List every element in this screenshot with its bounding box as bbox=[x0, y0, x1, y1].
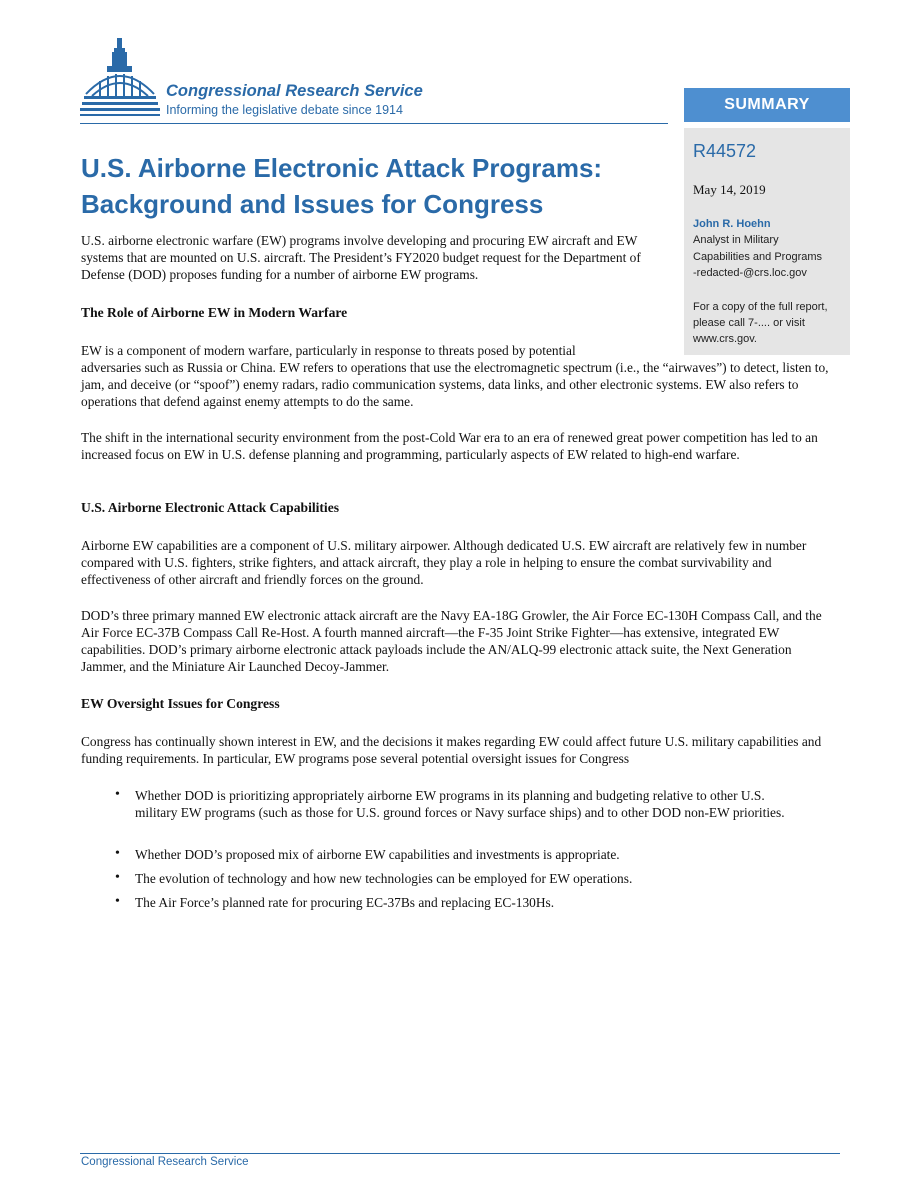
author-title-line-2: Capabilities and Programs bbox=[693, 251, 823, 263]
author-title-line-1: Analyst in Military bbox=[693, 234, 779, 246]
header-divider bbox=[80, 123, 668, 124]
page-title-line-2: Background and Issues for Congress bbox=[81, 189, 544, 219]
paragraph-role-line-1: EW is a component of modern warfare, particularly in response to threats posed by potential bbox=[81, 343, 576, 358]
bullet-icon: • bbox=[115, 787, 120, 802]
paragraph-oversight: Congress has continually shown interest in EW, and the decisions it makes regarding EW could affect future U.S. military capabilities and funding requirements. In particular, EW programs pose several potential oversight issues for Congress bbox=[81, 734, 822, 766]
paragraph-aircraft: DOD’s three primary manned EW electronic attack aircraft are the Navy EA-18G Growler, the Air Force EC-130H Compass Call, and the Air Force EC-37B Compass Call Re-Host. A fourth manned aircraft—the F-35 Joint Strike Fighter—has extensive, integrated EW capabilities. DOD’s primary airborne electronic attack payloads include the AN/ALQ-99 electronic attack suite, the Next Generation Jammer, and the Miniature Air Launched Decoy-Jammer. bbox=[81, 608, 822, 674]
bullet-icon: • bbox=[115, 870, 120, 885]
list-item: Whether DOD’s proposed mix of airborne EW capabilities and investments is appropriate. bbox=[135, 847, 620, 862]
footer-text: Congressional Research Service bbox=[81, 1156, 249, 1168]
bullet-icon: • bbox=[115, 894, 120, 909]
capitol-dome-icon bbox=[80, 36, 160, 120]
footer-divider bbox=[80, 1153, 840, 1154]
paragraph-capabilities: Airborne EW capabilities are a component of U.S. military airpower. Although dedicated U.S. EW aircraft are relatively few in number compared with U.S. fighters, strike fighters, and attack aircraft, they play a role in helping to ensure the combat survivability and effectiveness of other aircraft and friendly forces on the ground. bbox=[81, 538, 807, 587]
author-name: John R. Hoehn bbox=[693, 218, 771, 230]
report-date: May 14, 2019 bbox=[693, 182, 766, 197]
report-number: R44572 bbox=[693, 141, 757, 161]
summary-label: SUMMARY bbox=[684, 88, 850, 122]
list-item: The Air Force’s planned rate for procuring EC-37Bs and replacing EC-130Hs. bbox=[135, 895, 555, 910]
section-heading-oversight: EW Oversight Issues for Congress bbox=[81, 696, 280, 711]
author-email: -redacted-@crs.loc.gov bbox=[693, 267, 807, 279]
bullet-icon: • bbox=[115, 846, 120, 861]
section-heading-role: The Role of Airborne EW in Modern Warfare bbox=[81, 305, 348, 320]
list-item: Whether DOD is prioritizing appropriately airborne EW programs in its planning and budgeting relative to other U.S. military EW programs (such as those for U.S. ground forces or Navy surface ships) and to other DOD non-EW priorities. bbox=[135, 788, 785, 820]
intro-paragraph: U.S. airborne electronic warfare (EW) programs involve developing and procuring EW aircraft and EW systems that are mounted on U.S. aircraft. The President’s FY2020 budget request for the Department of Defense (DOD) proposes funding for a number of airborne EW programs. bbox=[81, 233, 641, 282]
org-name: Congressional Research Service bbox=[166, 82, 423, 100]
list-item: The evolution of technology and how new technologies can be employed for EW operations. bbox=[135, 871, 633, 886]
paragraph-role: adversaries such as Russia or China. EW refers to operations that use the electromagnetic spectrum (i.e., the “airwaves”) to detect, listen to, jam, and deceive (or “spoof”) enemy radars, radio communication systems, data links, and other electronic systems. EW also refers to operations that defend against enemy attempts to do the same. bbox=[81, 360, 829, 409]
copy-note-line-3: www.crs.gov. bbox=[693, 333, 757, 345]
copy-note-line-2: please call 7-.... or visit bbox=[693, 317, 805, 329]
section-heading-capabilities: U.S. Airborne Electronic Attack Capabilities bbox=[81, 500, 340, 515]
org-tagline: Informing the legislative debate since 1914 bbox=[166, 103, 403, 117]
page-title-line-1: U.S. Airborne Electronic Attack Programs: bbox=[81, 153, 603, 183]
copy-note-line-1: For a copy of the full report, bbox=[693, 301, 828, 313]
paragraph-security-environment: The shift in the international security environment from the post-Cold War era to an era of renewed great power competition has led to an increased focus on EW in U.S. defense planning and programming, particularly aspects of EW related to high-end warfare. bbox=[81, 430, 818, 462]
